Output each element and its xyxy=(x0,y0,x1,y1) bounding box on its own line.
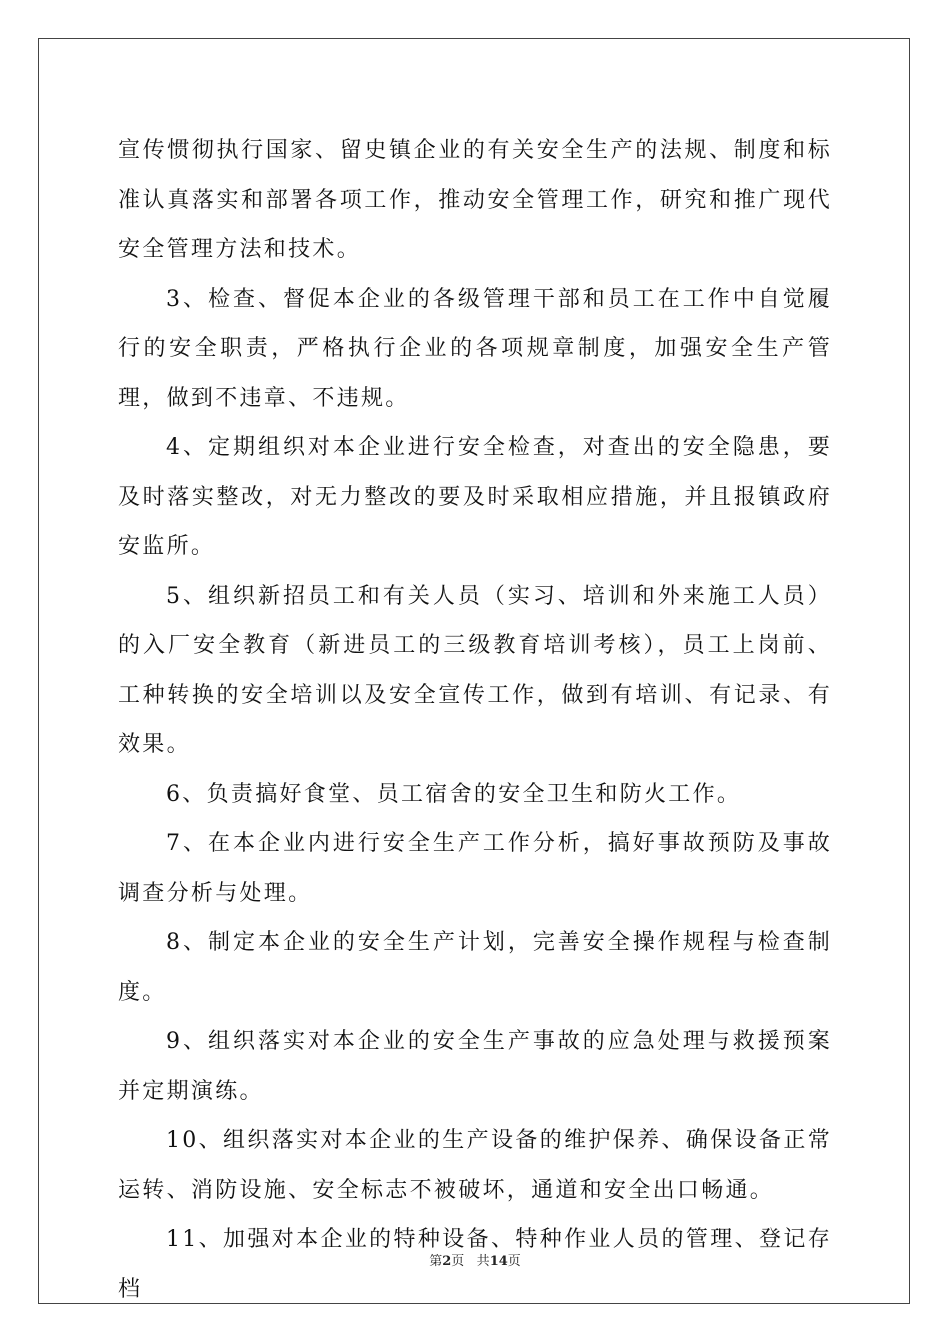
page-footer xyxy=(0,1250,950,1269)
footer-total-prefix: 共 xyxy=(476,1254,490,1269)
document-body xyxy=(118,126,832,1314)
paragraph-4: 6、负责搞好食堂、员工宿舍的安全卫生和防火工作。 xyxy=(166,781,742,807)
paragraph-9: 11、加强对本企业的特种设备、特种作业人员的管理、登记存档 xyxy=(118,1227,832,1302)
paragraph-3: 5、组织新招员工和有关人员（实习、培训和外来施工人员）的入厂安全教育（新进员工的三级教育培训考核），员工上岗前、工种转换的安全培训以及安全宣传工作，做到有培训、有记录、有效果。 xyxy=(118,583,832,757)
paragraph-0: 宣传惯彻执行国家、留史镇企业的有关安全生产的法规、制度和标准认真落实和部署各项工作，推动安全管理工作，研究和推广现代安全管理方法和技术。 xyxy=(118,138,832,262)
paragraph-7: 9、组织落实对本企业的安全生产事故的应急处理与救援预案并定期演练。 xyxy=(118,1029,832,1104)
paragraph-2: 4、定期组织对本企业进行安全检查，对查出的安全隐患，要及时落实整改，对无力整改的要及时采取相应措施，并且报镇政府安监所。 xyxy=(118,435,832,559)
footer-total-pages: 14 xyxy=(489,1254,508,1269)
paragraph-6: 8、制定本企业的安全生产计划，完善安全操作规程与检查制度。 xyxy=(118,930,832,1005)
footer-prefix: 第 xyxy=(429,1254,443,1269)
footer-current-page: 2 xyxy=(442,1254,452,1269)
paragraph-5: 7、在本企业内进行安全生产工作分析，搞好事故预防及事故调查分析与处理。 xyxy=(118,831,832,906)
footer-page-suffix: 页 xyxy=(451,1254,465,1269)
footer-total-suffix: 页 xyxy=(507,1254,521,1269)
paragraph-1: 3、检查、督促本企业的各级管理干部和员工在工作中自觉履行的安全职责，严格执行企业的各项规章制度，加强安全生产管理，做到不违章、不违规。 xyxy=(118,286,832,411)
paragraph-8: 10、组织落实对本企业的生产设备的维护保养、确保设备正常运转、消防设施、安全标志不被破坏，通道和安全出口畅通。 xyxy=(118,1128,832,1203)
